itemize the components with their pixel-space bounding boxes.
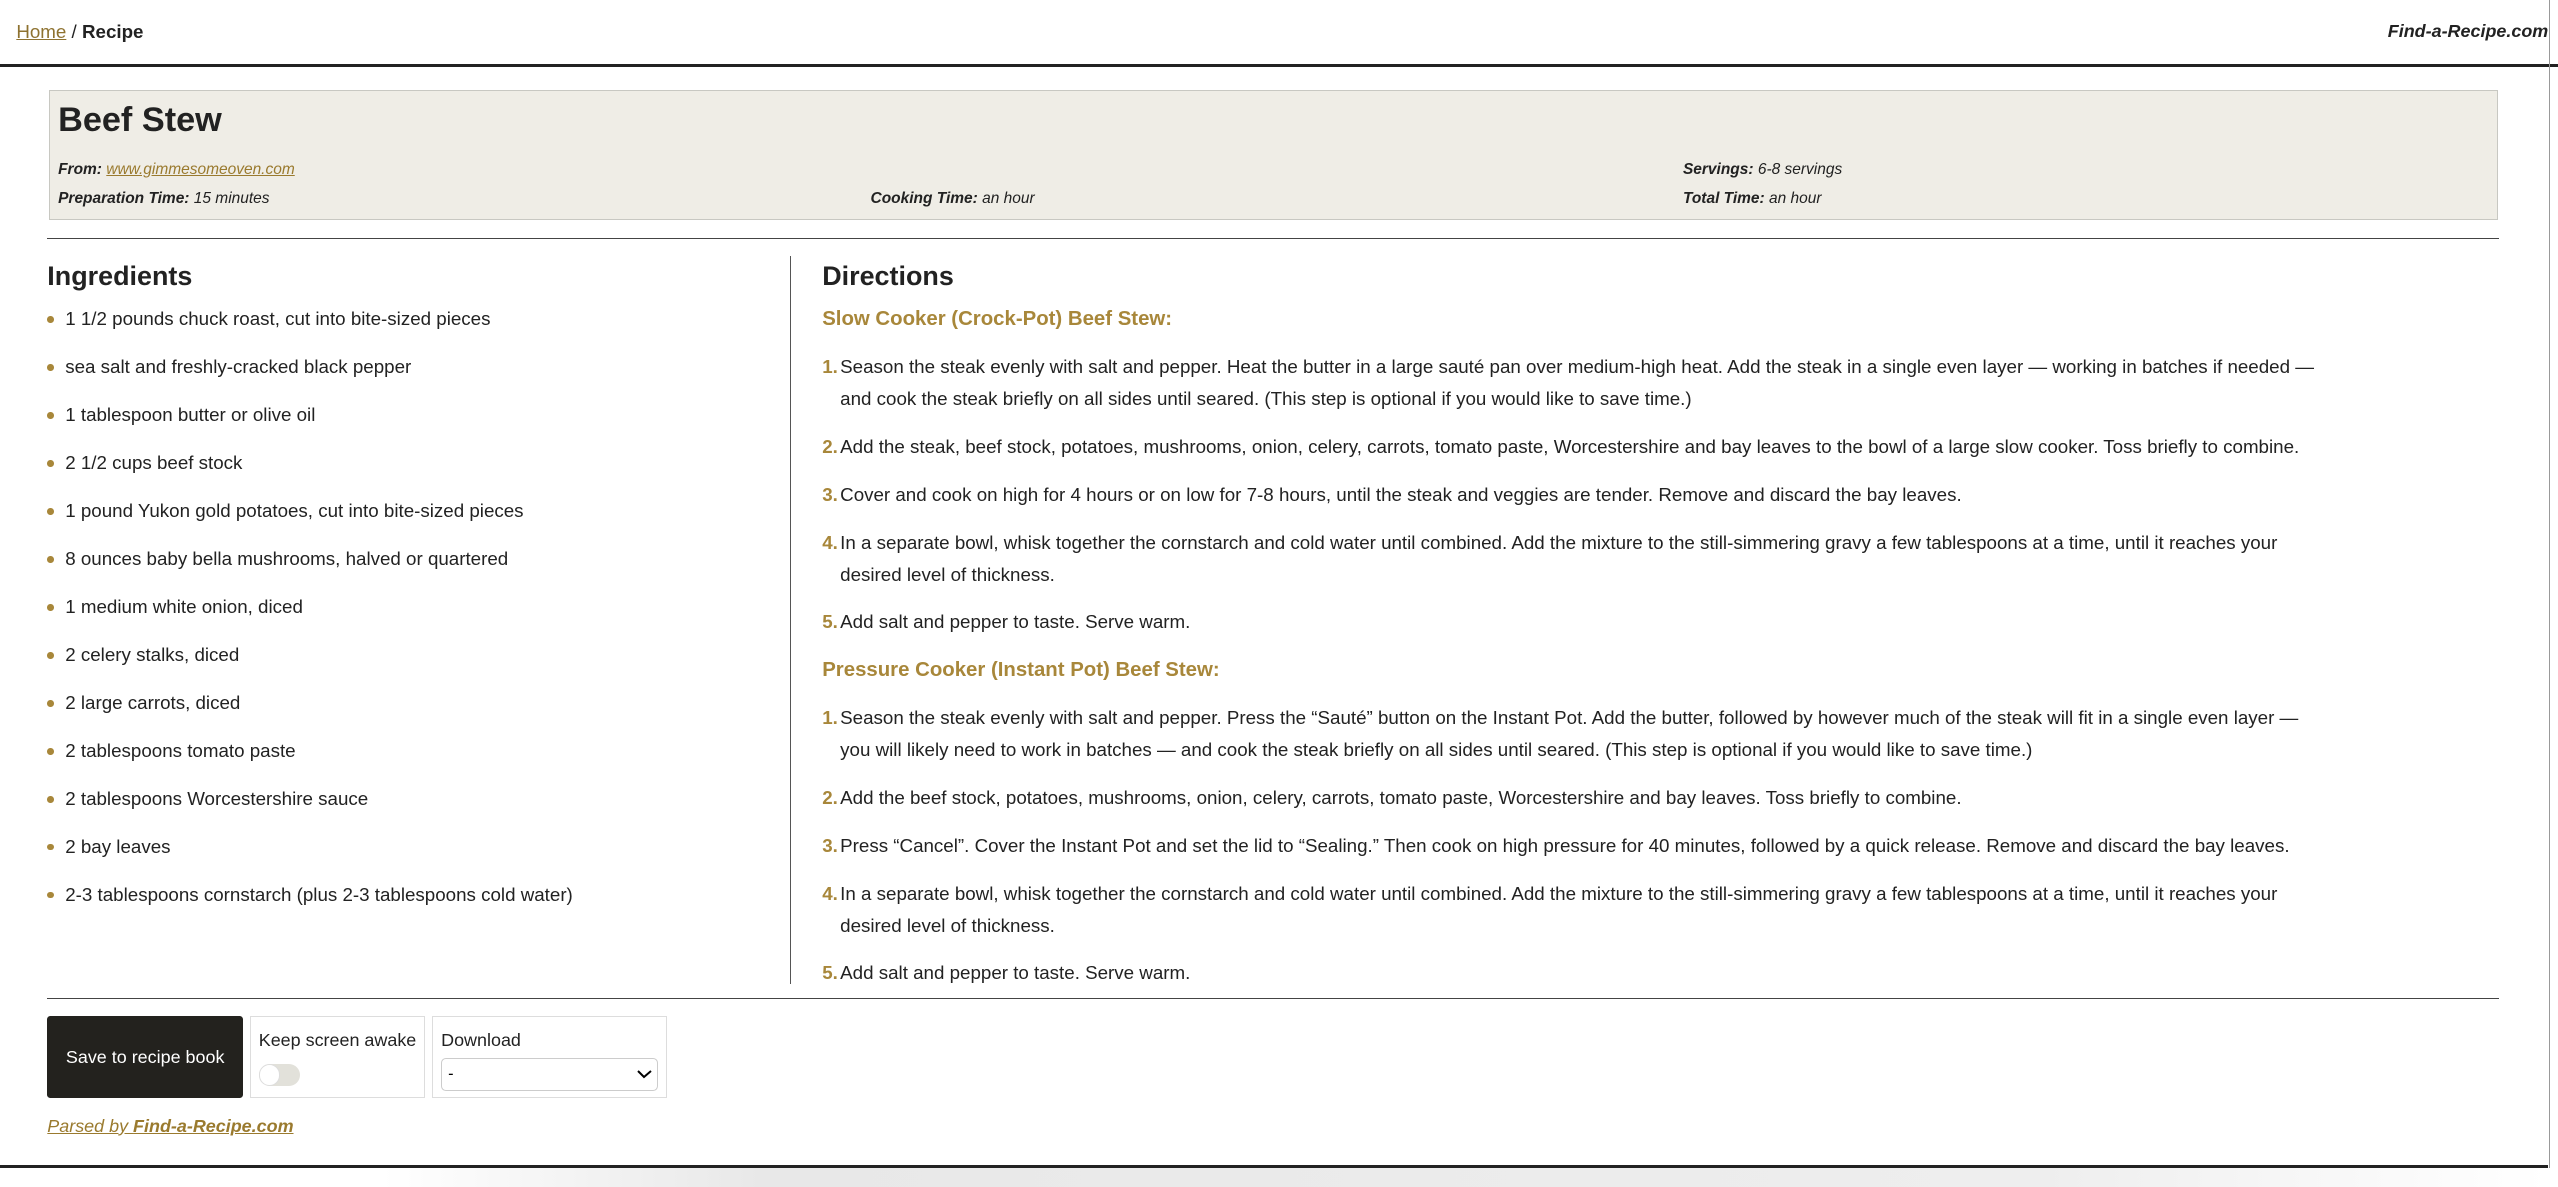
action-bar (47, 1016, 667, 1098)
step-number: 1. (822, 706, 838, 728)
direction-step (822, 878, 2323, 942)
direction-step (822, 431, 2323, 463)
parsed-by-text: Parsed by (47, 1115, 134, 1136)
ingredient-item: 1 tablespoon butter or olive oil (47, 399, 573, 447)
recipe-total-time (1683, 190, 1822, 208)
step-number: 2. (822, 786, 838, 808)
download-label: Download (441, 1030, 521, 1051)
ingredients-heading: Ingredients (47, 261, 193, 292)
step-number: 4. (822, 531, 838, 553)
direction-step (822, 830, 2323, 862)
direction-step (822, 479, 2323, 511)
step-text: Press “Cancel”. Cover the Instant Pot and set the lid to “Sealing.” Then cook on high pressure for 40 minutes, followed by a quick release. Remove and discard the bay leaves. (840, 834, 2290, 856)
breadcrumb-separator: / (71, 20, 77, 42)
direction-steps (822, 351, 2323, 639)
cook-value: an hour (982, 190, 1035, 208)
breadcrumb-current: Recipe (81, 20, 144, 42)
divider (47, 998, 2499, 999)
recipe-title: Beef Stew (58, 100, 222, 139)
total-label: Total Time: (1682, 190, 1765, 208)
servings-value: 6-8 servings (1757, 160, 1843, 178)
download-select[interactable] (441, 1058, 658, 1091)
step-text: Cover and cook on high for 4 hours or on low for 7-8 hours, until the steak and veggies are tender. Remove and discard the bay leaves. (840, 483, 1962, 505)
page-edge (2549, 0, 2550, 1168)
step-text: Add salt and pepper to taste. Serve warm. (840, 962, 1191, 984)
recipe-cook-time (871, 190, 1035, 208)
cook-label: Cooking Time: (870, 190, 978, 208)
step-number: 1. (822, 355, 838, 377)
parsed-by-anchor[interactable] (47, 1116, 293, 1136)
servings-label: Servings: (1682, 160, 1754, 178)
breadcrumb-home-link[interactable]: Home (16, 20, 67, 42)
step-text: In a separate bowl, whisk together the cornstarch and cold water until combined. Add the mixture to the still-simmering gravy a few tablespoons at a time, until it reaches your desired level of thickness. (840, 882, 2278, 936)
recipe-servings (1683, 161, 1842, 179)
site-brand: Find-a-Recipe.com (2387, 21, 2549, 42)
top-bar (0, 0, 2558, 67)
download-control (432, 1016, 667, 1098)
recipe-prep-time (58, 190, 269, 208)
ingredient-item: 1 1/2 pounds chuck roast, cut into bite-sized pieces (47, 303, 573, 351)
step-text: Add salt and pepper to taste. Serve warm. (840, 611, 1191, 633)
ingredient-item: 2 large carrots, diced (47, 687, 573, 735)
divider (47, 238, 2499, 239)
step-text: Season the steak evenly with salt and pepper. Heat the butter in a large sauté pan over medium-high heat. Add the steak in a single even layer — working in batches if needed — and cook the steak briefly on all sides until seared. (This step is optional if you would like to save time.) (840, 355, 2314, 409)
direction-step (822, 702, 2323, 766)
ingredient-item: 2 tablespoons Worcestershire sauce (47, 783, 573, 831)
ingredients-list (47, 303, 573, 926)
ingredient-item: 2 1/2 cups beef stock (47, 447, 573, 495)
ingredient-item: 1 pound Yukon gold potatoes, cut into bite-sized pieces (47, 495, 573, 543)
directions-heading: Directions (822, 261, 954, 292)
source-label: From: (58, 160, 102, 178)
breadcrumb (16, 21, 143, 43)
step-number: 4. (822, 882, 838, 904)
step-text: Add the steak, beef stock, potatoes, mushrooms, onion, celery, carrots, tomato paste, Worcestershire and bay leaves to the bowl of a large slow cooker. Toss briefly to combine. (840, 435, 2300, 457)
prep-value: 15 minutes (193, 190, 270, 208)
recipe-header-card (49, 90, 2498, 221)
step-number: 5. (822, 611, 838, 633)
ingredient-item: sea salt and freshly-cracked black pepper (47, 351, 573, 399)
save-to-recipe-book-button[interactable]: Save to recipe book (47, 1016, 243, 1098)
column-divider (790, 256, 791, 984)
ingredient-item: 2-3 tablespoons cornstarch (plus 2-3 tablespoons cold water) (47, 879, 573, 927)
step-number: 2. (822, 435, 838, 457)
direction-step (822, 957, 2323, 989)
ingredient-item: 2 bay leaves (47, 831, 573, 879)
total-value: an hour (1769, 190, 1822, 208)
recipe-source (58, 161, 295, 179)
direction-step (822, 527, 2323, 591)
parsed-by-brand: Find-a-Recipe.com (133, 1115, 294, 1136)
step-text: Add the beef stock, potatoes, mushrooms, onion, celery, carrots, tomato paste, Worcestershire and bay leaves. Toss briefly to combine. (840, 786, 1962, 808)
direction-step (822, 606, 2323, 638)
keep-awake-toggle[interactable] (259, 1064, 300, 1085)
source-link[interactable]: www.gimmesomeoven.com (106, 160, 295, 178)
ingredient-item: 1 medium white onion, diced (47, 591, 573, 639)
prep-label: Preparation Time: (58, 190, 190, 208)
direction-section-title: Slow Cooker (Crock-Pot) Beef Stew: (822, 308, 1173, 331)
step-number: 3. (822, 483, 838, 505)
step-text: In a separate bowl, whisk together the cornstarch and cold water until combined. Add the mixture to the still-simmering gravy a few tablespoons at a time, until it reaches your desired level of thickness. (840, 531, 2278, 585)
direction-step (822, 351, 2323, 415)
ingredient-item: 8 ounces baby bella mushrooms, halved or quartered (47, 543, 573, 591)
step-number: 5. (822, 962, 838, 984)
parsed-by-link[interactable] (47, 1116, 293, 1137)
keep-screen-awake-control (250, 1016, 426, 1098)
direction-section-title: Pressure Cooker (Instant Pot) Beef Stew: (822, 659, 1220, 682)
step-text: Season the steak evenly with salt and pepper. Press the “Sauté” button on the Instant Pot. Add the butter, followed by however much of the steak will fit in a single even layer — you will likely need to work in batches — and cook the steak briefly on all sides until seared. (This step is optional if you would like to save time.) (840, 706, 2299, 760)
ingredient-item: 2 celery stalks, diced (47, 639, 573, 687)
directions-list (822, 303, 2323, 1005)
ingredient-item: 2 tablespoons tomato paste (47, 735, 573, 783)
keep-awake-label: Keep screen awake (258, 1030, 417, 1051)
step-number: 3. (822, 834, 838, 856)
direction-step (822, 782, 2323, 814)
direction-steps (822, 702, 2323, 990)
